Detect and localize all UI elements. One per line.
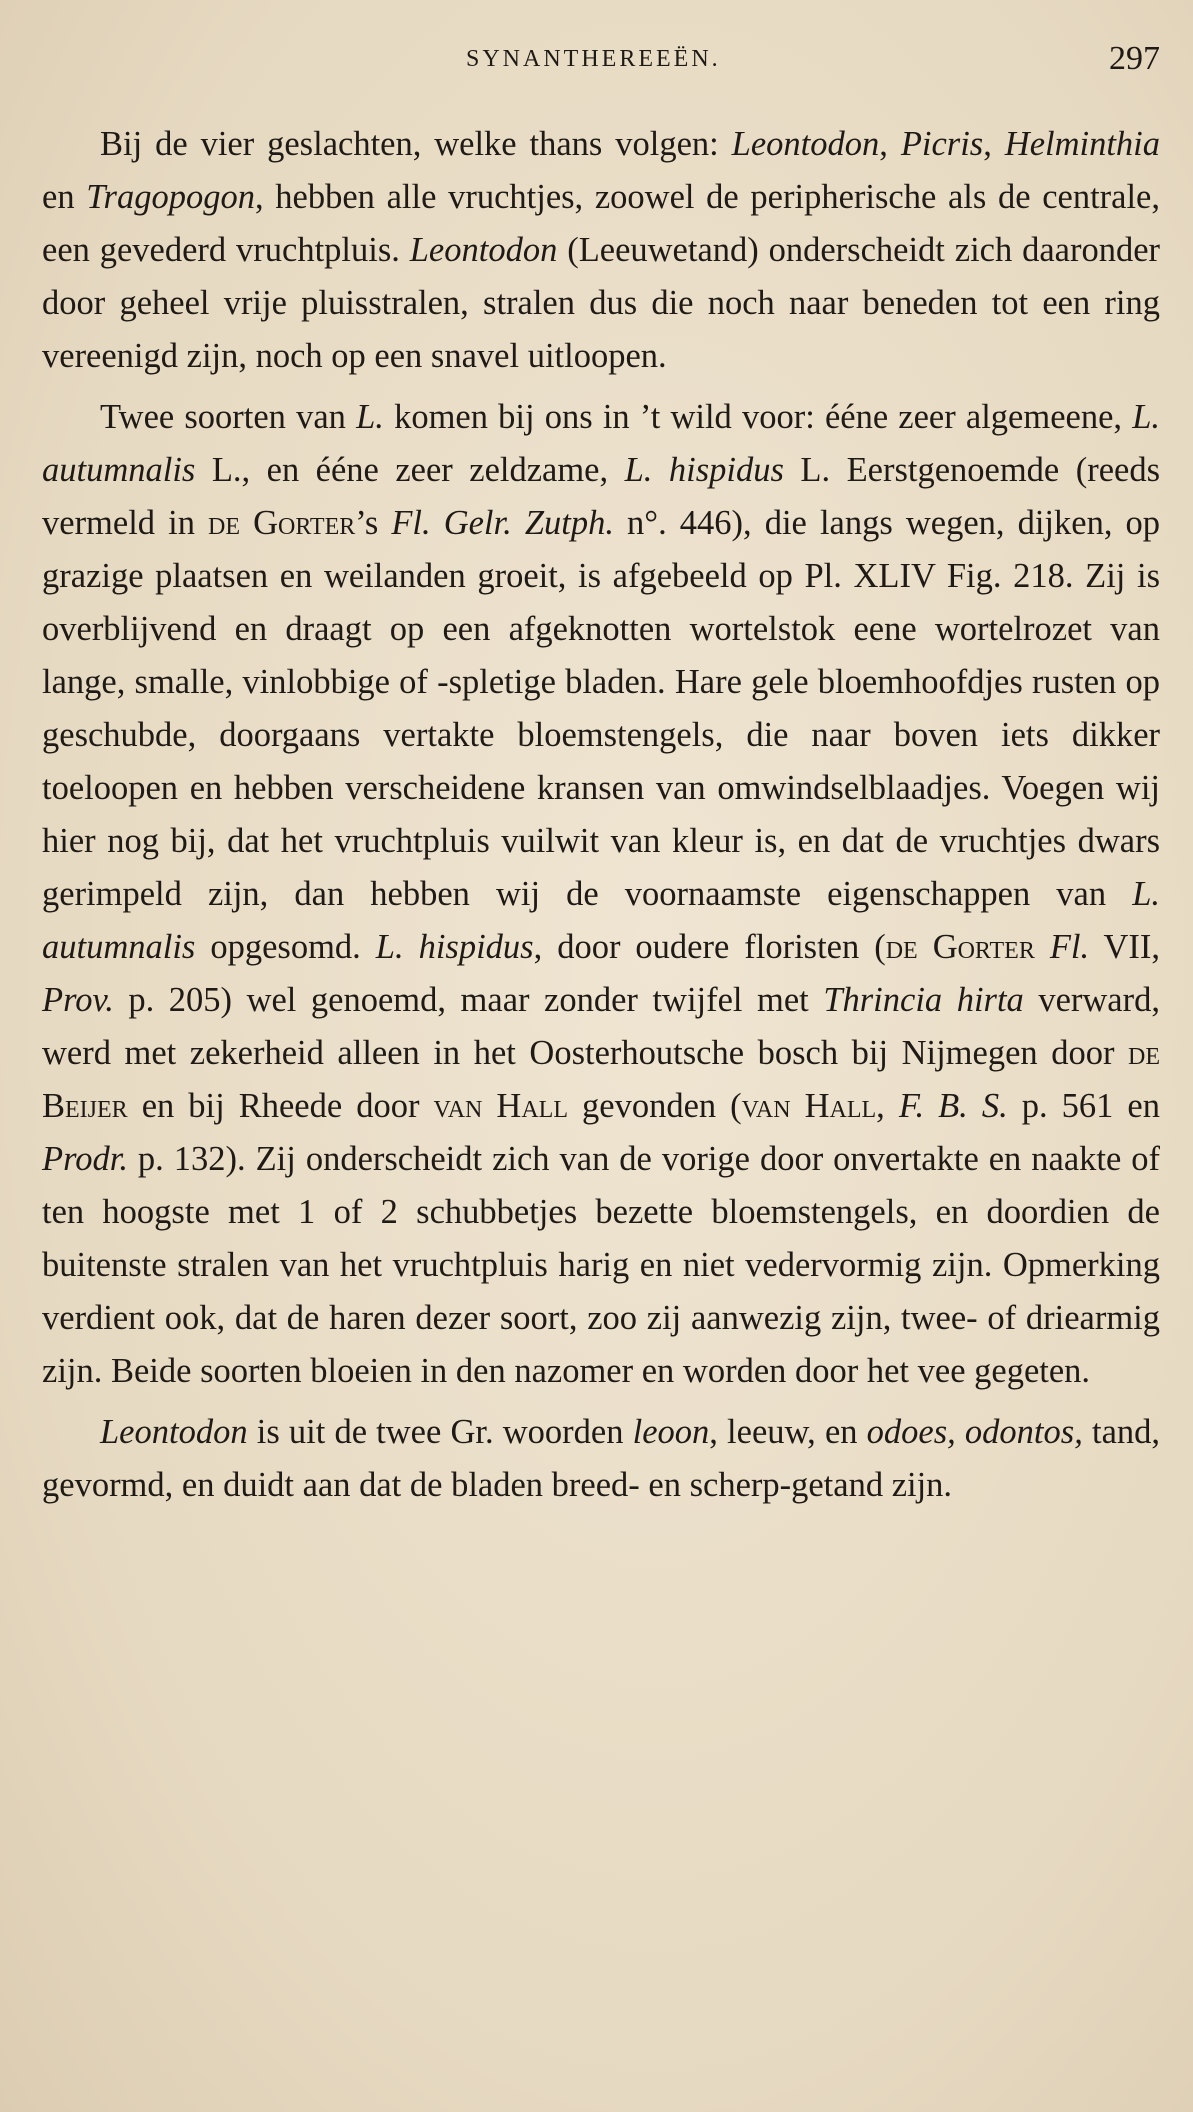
italic-run: Prodr. bbox=[42, 1140, 128, 1178]
page-number: 297 bbox=[1109, 40, 1160, 77]
small-caps-name: van Hall bbox=[433, 1087, 568, 1125]
italic-run: Thrincia hirta bbox=[823, 981, 1024, 1019]
text-run: L. Eerstgenoemde (reeds vermeld in bbox=[42, 451, 1160, 542]
italic-run: Leontodon bbox=[409, 231, 558, 269]
italic-run: Fl. Gelr. Zutph. bbox=[391, 504, 614, 542]
italic-run: Fl. bbox=[1049, 928, 1090, 966]
text-run: en bbox=[42, 178, 87, 216]
text-run: p. 132). Zij onderscheidt zich van de vorige door onvertakte en naakte of ten hoogste met 1 of 2 schubbetjes bezette bloemstengels, en doordien de buitenste stralen van het vruchtpluis harig en niet vedervormig zijn. Opmerking verdient ook, dat de haren dezer soort, zoo zij aanwezig zijn, twee- of driearmig zijn. Beide soorten bloeien in den nazomer en worden door het vee gegeten. bbox=[42, 1140, 1160, 1390]
italic-run: L. bbox=[356, 398, 384, 436]
text-run bbox=[1035, 928, 1050, 966]
italic-run: Leontodon bbox=[100, 1413, 248, 1451]
italic-run: Prov. bbox=[42, 981, 114, 1019]
text-run: is uit de twee Gr. woorden bbox=[247, 1413, 633, 1451]
italic-run: Tragopogon bbox=[86, 178, 255, 216]
body-text bbox=[42, 118, 1160, 1512]
italic-run: L. autumnalis bbox=[42, 875, 1160, 966]
italic-run: Leontodon bbox=[731, 125, 880, 163]
small-caps-name: de Gorter bbox=[885, 928, 1035, 966]
text-run: Twee soorten van bbox=[100, 398, 357, 436]
text-run: , bbox=[983, 125, 1005, 163]
text-run: p. 561 en bbox=[1007, 1087, 1160, 1125]
text-run: VII, bbox=[1089, 928, 1160, 966]
running-title: SYNANTHEREEËN. bbox=[466, 46, 721, 72]
small-caps-name: van Hall bbox=[741, 1087, 877, 1125]
italic-run: L. hispidus bbox=[375, 928, 534, 966]
small-caps-name: de Gorter bbox=[208, 504, 356, 542]
text-run: ’s bbox=[355, 504, 392, 542]
paragraph-etymology bbox=[42, 1406, 1160, 1512]
text-run: , bbox=[879, 125, 901, 163]
text-run: gevonden ( bbox=[567, 1087, 742, 1125]
italic-run: odoes, odontos, bbox=[866, 1413, 1083, 1451]
italic-run: Picris bbox=[900, 125, 984, 163]
text-run: tand, gevormd, en duidt aan dat de bladen breed- en scherp-getand zijn. bbox=[42, 1413, 1161, 1504]
text-run: , bbox=[876, 1087, 899, 1125]
paragraph-leontodon-intro bbox=[42, 118, 1160, 383]
text-run: , hebben alle vruchtjes, zoowel de peripherische als de centrale, een gevederd vruchtpluis. bbox=[42, 178, 1160, 269]
text-run: p. 205) wel genoemd, maar zonder twijfel met bbox=[113, 981, 824, 1019]
italic-run: F. B. S. bbox=[898, 1087, 1008, 1125]
paragraph-two-species bbox=[42, 391, 1160, 1398]
text-run: , door oudere floristen ( bbox=[533, 928, 886, 966]
text-run: L., en ééne zeer zeldzame, bbox=[195, 451, 625, 489]
text-run: opgesomd. bbox=[195, 928, 376, 966]
text-run: en bij Rheede door bbox=[127, 1087, 434, 1125]
page-header bbox=[0, 42, 1193, 82]
text-run: (Leeuwetand) onderscheidt zich daaronder door geheel vrije pluisstralen, stralen dus die noch naar beneden tot een ring vereenigd zijn, noch op een snavel uitloopen. bbox=[42, 231, 1160, 375]
text-run: n°. 446), die langs wegen, dijken, op grazige plaatsen en weilanden groeit, is afgebeeld op Pl. XLIV Fig. 218. Zij is overblijvend en draagt op een afgeknotten wortelstok eene wortelrozet van lange, smalle, vinlobbige of -spletige bladen. Hare gele bloemhoofdjes rusten op geschubde, doorgaans vertakte bloemstengels, die naar boven iets dikker toeloopen en hebben verscheidene kransen van omwindselblaadjes. Voegen wij hier nog bij, dat het vruchtpluis vuilwit van kleur is, en dat de vruchtjes dwars gerimpeld zijn, dan hebben wij de voornaamste eigenschappen van bbox=[42, 504, 1161, 913]
italic-run: Helminthia bbox=[1004, 125, 1161, 163]
text-run: komen bij ons in ’t wild voor: ééne zeer algemeene, bbox=[383, 398, 1133, 436]
text-run: verward, werd met zekerheid alleen in het Oosterhoutsche bosch bij Nijmegen door bbox=[42, 981, 1160, 1072]
text-run: , leeuw, en bbox=[709, 1413, 867, 1451]
text-run: Bij de vier geslachten, welke thans volgen: bbox=[100, 125, 732, 163]
italic-run: leoon bbox=[632, 1413, 710, 1451]
italic-run: L. autumnalis bbox=[42, 398, 1160, 489]
italic-run: L. hispidus bbox=[624, 451, 784, 489]
small-caps-name: de Beijer bbox=[42, 1034, 1160, 1125]
